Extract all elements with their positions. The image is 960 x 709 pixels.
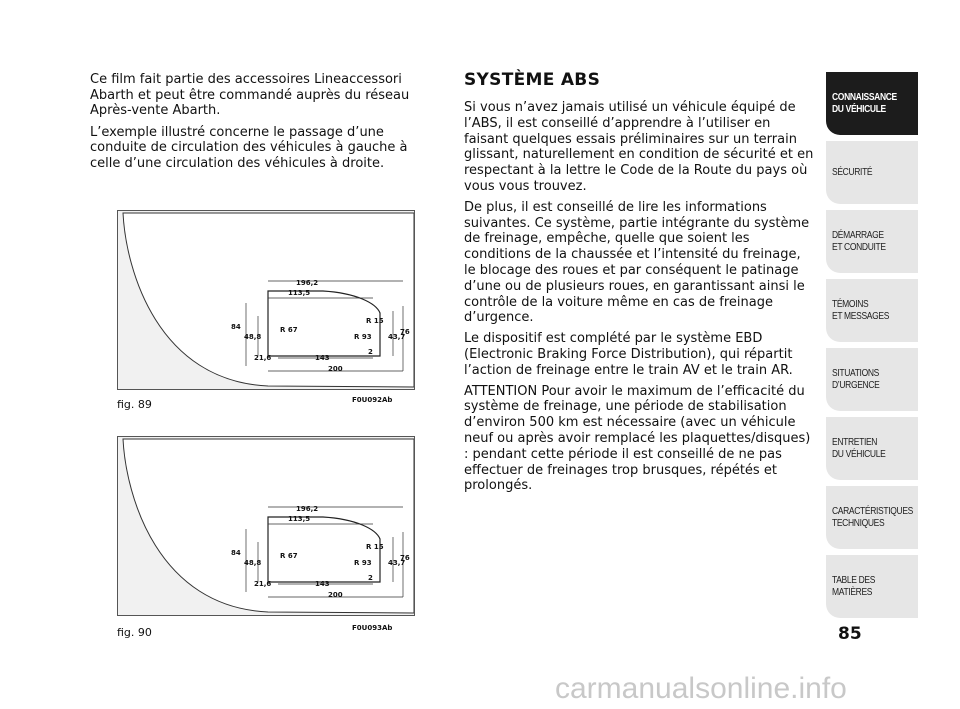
abs-paragraph-3: Le dispositif est complété par le système EBD (Electronic Braking Force Distribution), qui répartit l’action de freinage entre le train AV et le train AR. xyxy=(464,331,793,378)
dim-2: 2 xyxy=(368,574,373,582)
tab-caracteristiques-techniques[interactable] xyxy=(826,486,918,549)
dim-r15: R 15 xyxy=(366,543,384,551)
figure-90-code: F0U093Ab xyxy=(352,624,393,632)
dim-196: 196,2 xyxy=(296,505,319,513)
left-column xyxy=(90,72,440,178)
dim-21: 21,6 xyxy=(254,354,272,362)
dim-200: 200 xyxy=(328,591,343,599)
right-column xyxy=(464,70,814,499)
dim-2: 2 xyxy=(368,348,373,356)
dim-21: 21,6 xyxy=(254,580,272,588)
dim-143: 143 xyxy=(315,354,330,362)
abs-paragraph-1: Si vous n’avez jamais utilisé un véhicule équipé de l’ABS, il est conseillé d’apprendre à l’utiliser en faisant quelques essais préliminaires sur un terrain glissant, naturellement en condition de sécurité et en respectant à la lettre le Code de la Route du pays où vous vous trouvez. xyxy=(464,100,814,194)
tab-label: SITUATIONS D’URGENCE xyxy=(832,367,880,391)
dim-196: 196,2 xyxy=(296,279,319,287)
tab-label: ENTRETIEN DU VÉHICULE xyxy=(832,436,886,460)
abs-paragraph-4: ATTENTION Pour avoir le maximum de l’efficacité du système de freinage, une période de stabilisation d’environ 500 km est nécessaire (avec un véhicule neuf ou après avoir remplacé les plaquettes/disques) : pendant cette période il est conseillé de ne pas effectuer de freinages trop brusques, répétés et prolongés. xyxy=(464,383,811,494)
dim-r15: R 15 xyxy=(366,317,384,325)
figure-90-caption: fig. 90 xyxy=(117,626,152,639)
page-number: 85 xyxy=(838,624,862,644)
tab-label: DÉMARRAGE ET CONDUITE xyxy=(832,229,886,253)
dim-r93: R 93 xyxy=(354,559,372,567)
tab-temoins-messages[interactable] xyxy=(826,279,918,342)
tab-label: SÉCURITÉ xyxy=(832,166,873,178)
tab-label: CONNAISSANCE DU VÉHICULE xyxy=(832,91,897,115)
watermark: carmanualsonline.info xyxy=(555,672,847,705)
tab-entretien-vehicule[interactable] xyxy=(826,417,918,480)
dim-200: 200 xyxy=(328,365,343,373)
dim-43: 43,7 xyxy=(388,559,406,567)
tab-securite[interactable] xyxy=(826,141,918,204)
tab-situations-urgence[interactable] xyxy=(826,348,918,411)
figure-89-code: F0U092Ab xyxy=(352,396,393,404)
dim-76: 76 xyxy=(400,328,410,336)
figure-89 xyxy=(117,210,415,390)
figure-89-caption: fig. 89 xyxy=(117,398,152,411)
dim-84: 84 xyxy=(231,323,241,331)
dim-84: 84 xyxy=(231,549,241,557)
intro-paragraph-1: Ce film fait partie des accessoires Lineaccessori Abarth et peut être commandé auprès du réseau Après-vente Abarth. xyxy=(90,72,410,119)
chapter-tabs xyxy=(826,72,918,624)
tab-label: CARACTÉRISTIQUES TECHNIQUES xyxy=(832,505,913,529)
tab-table-matieres[interactable] xyxy=(826,555,918,618)
dim-r67: R 67 xyxy=(280,552,298,560)
dim-113: 113,5 xyxy=(288,289,311,297)
figure-90 xyxy=(117,436,415,616)
dim-r93: R 93 xyxy=(354,333,372,341)
tab-demarrage-conduite[interactable] xyxy=(826,210,918,273)
dim-48: 48,8 xyxy=(244,333,262,341)
dim-113: 113,5 xyxy=(288,515,311,523)
tab-connaissance-vehicule[interactable] xyxy=(826,72,918,135)
dim-r67: R 67 xyxy=(280,326,298,334)
abs-paragraph-2: De plus, il est conseillé de lire les informations suivantes. Ce système, partie intégrante du système de freinage, empêche, quelle que soient les conditions de la chaussée et l’intensité du freinage, le blocage des roues et par conséquent le patinage d’une ou de plusieurs roues, en garantissant ainsi le contrôle de la voiture même en cas de freinage d’urgence. xyxy=(464,199,810,326)
tab-label: TÉMOINS ET MESSAGES xyxy=(832,298,890,322)
dim-43: 43,7 xyxy=(388,333,406,341)
dim-48: 48,8 xyxy=(244,559,262,567)
intro-paragraph-2: L’exemple illustré concerne le passage d’une conduite de circulation des véhicules à gauche à celle d’une circulation des véhicules à droite. xyxy=(90,124,408,171)
dim-76: 76 xyxy=(400,554,410,562)
dim-143: 143 xyxy=(315,580,330,588)
tab-label: TABLE DES MATIÈRES xyxy=(832,574,876,598)
section-title: SYSTÈME ABS xyxy=(464,70,601,90)
